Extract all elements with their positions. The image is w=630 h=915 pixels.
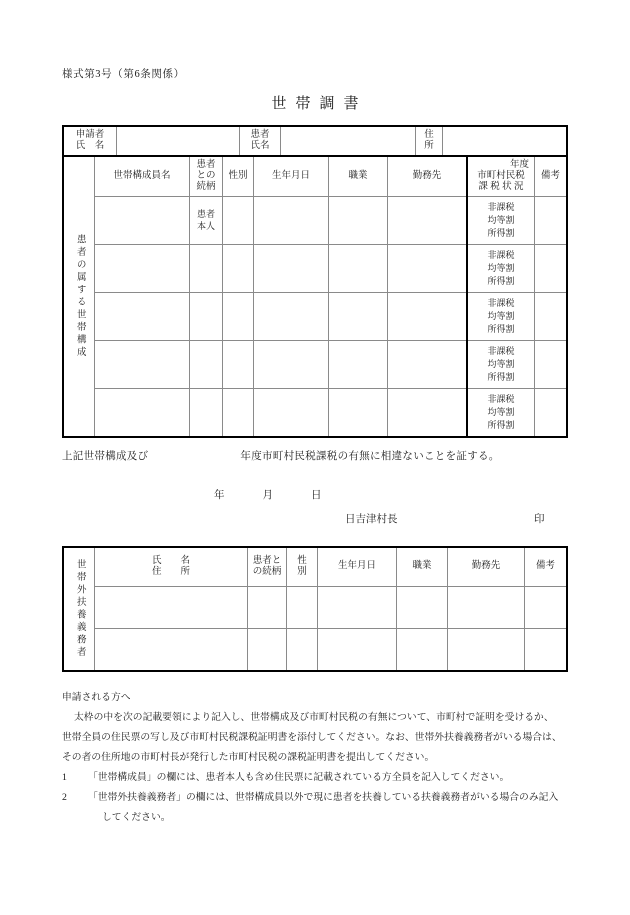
tax-status-cell[interactable] <box>467 389 535 438</box>
remarks-cell[interactable] <box>535 245 568 293</box>
address-label <box>416 126 443 156</box>
patient-name-label <box>240 126 281 156</box>
member-name-cell[interactable] <box>95 197 190 245</box>
table-row <box>63 126 567 156</box>
remarks-cell[interactable] <box>535 341 568 389</box>
address-label-line1: 住 <box>424 130 434 141</box>
column-header-relation <box>248 547 287 587</box>
outside-household-supporters-table <box>62 546 568 672</box>
page-title: 世帯調書 <box>271 96 368 112</box>
date-year-label: 年 <box>214 490 225 501</box>
applicant-name-label-line1: 申請者 <box>75 130 105 141</box>
relation-cell[interactable] <box>190 197 223 245</box>
table-row <box>63 341 567 389</box>
issuer-name: 日吉津村長 <box>345 514 398 525</box>
relation-header-line3: 続柄 <box>196 182 216 193</box>
instruction-item-1-number: 1 <box>62 772 67 784</box>
column-header-birthdate: 生年月日 <box>318 547 397 587</box>
relation-cell[interactable] <box>248 587 287 629</box>
tax-option-income-based[interactable]: 所得割 <box>487 372 515 383</box>
column-header-birthdate: 生年月日 <box>254 156 329 197</box>
household-side-label: 患者の属する世帯構成 <box>63 156 95 437</box>
relation-cell[interactable] <box>190 293 223 341</box>
tax-option-income-based[interactable]: 所得割 <box>487 276 515 287</box>
relation-header-line2: との <box>196 170 216 181</box>
form-code: 様式第3号（第6条関係） <box>62 69 185 80</box>
certification-suffix: 年度市町村民税課税の有無に相違ないことを証する。 <box>240 451 500 462</box>
column-header-workplace: 勤務先 <box>388 156 468 197</box>
remarks-cell[interactable] <box>535 389 568 438</box>
tax-status-cell[interactable] <box>467 341 535 389</box>
instructions-block <box>62 688 574 829</box>
supporter-name-cell[interactable] <box>95 629 248 672</box>
instruction-item-1-text: 「世帯構成員」の欄には、患者本人も含め住民票に記載されている方全員を記入してください。 <box>88 772 510 784</box>
occupation-cell[interactable] <box>329 197 388 245</box>
tax-status-cell[interactable] <box>467 293 535 341</box>
workplace-cell[interactable] <box>448 629 525 672</box>
member-name-cell[interactable] <box>95 293 190 341</box>
workplace-cell[interactable] <box>448 587 525 629</box>
patient-name-label-line2: 氏名 <box>250 141 270 151</box>
column-header-occupation: 職業 <box>329 156 388 197</box>
column-header-gender <box>287 547 318 587</box>
occupation-cell[interactable] <box>329 293 388 341</box>
tax-status-cell[interactable] <box>467 197 535 245</box>
name-header-line1: 氏 名 <box>151 555 190 566</box>
occupation-cell[interactable] <box>329 389 388 438</box>
tax-header-year: 年度 <box>509 159 529 170</box>
gender-cell[interactable] <box>223 245 254 293</box>
applicant-name-label <box>63 126 117 156</box>
address-field[interactable] <box>443 126 568 156</box>
relation-header-line2: の続柄 <box>252 567 282 577</box>
column-header-occupation: 職業 <box>397 547 448 587</box>
column-header-relation <box>190 156 223 197</box>
date-day-label: 日 <box>311 490 322 501</box>
gender-cell[interactable] <box>287 629 318 672</box>
date-line <box>214 487 322 502</box>
tax-option-per-capita[interactable]: 均等割 <box>487 310 515 321</box>
member-name-cell[interactable] <box>95 389 190 438</box>
tax-option-per-capita[interactable]: 均等割 <box>487 358 515 369</box>
tax-option-exempt[interactable]: 非課税 <box>487 345 515 356</box>
tax-option-exempt[interactable]: 非課税 <box>487 393 515 404</box>
tax-option-income-based[interactable]: 所得割 <box>487 324 515 335</box>
applicant-name-label-line2: 氏 名 <box>75 141 105 151</box>
column-header-remarks: 備考 <box>525 547 568 587</box>
supporter-name-cell[interactable] <box>95 587 248 629</box>
tax-option-income-based[interactable]: 所得割 <box>487 420 515 431</box>
applicant-name-field[interactable] <box>117 126 240 156</box>
relation-cell[interactable] <box>190 341 223 389</box>
gender-cell[interactable] <box>223 293 254 341</box>
birthdate-cell[interactable] <box>254 389 329 438</box>
identity-table <box>62 125 568 157</box>
table-row <box>63 293 567 341</box>
occupation-cell[interactable] <box>329 341 388 389</box>
remarks-cell[interactable] <box>525 629 568 672</box>
member-name-cell[interactable] <box>95 341 190 389</box>
instructions-paragraph-line2: 世帯全員の住民票の写し及び市町村民税課税証明書を添付してください。なお、世帯外扶養義務者がいる場合は、 <box>62 732 562 744</box>
gender-header-line1: 性 <box>297 555 307 566</box>
column-header-name-address <box>95 547 248 587</box>
instructions-lead: 申請される方へ <box>62 692 131 703</box>
remarks-cell[interactable] <box>525 587 568 629</box>
relation-header-line1: 患者と <box>252 555 282 566</box>
remarks-cell[interactable] <box>535 293 568 341</box>
workplace-cell[interactable] <box>388 389 468 438</box>
gender-cell[interactable] <box>287 587 318 629</box>
table-header-row <box>63 547 567 587</box>
table-row <box>63 197 567 245</box>
column-header-remarks: 備考 <box>535 156 568 197</box>
relation-cell-line2: 本人 <box>196 220 215 231</box>
tax-status-cell[interactable] <box>467 245 535 293</box>
column-header-member-name: 世帯構成員名 <box>95 156 190 197</box>
birthdate-cell[interactable] <box>254 197 329 245</box>
tax-option-exempt[interactable]: 非課税 <box>487 201 515 212</box>
gender-cell[interactable] <box>223 341 254 389</box>
name-header-line2: 住 所 <box>151 567 190 577</box>
seal-mark: 印 <box>534 514 545 525</box>
patient-name-label-line1: 患者 <box>250 130 270 141</box>
patient-name-field[interactable] <box>281 126 416 156</box>
relation-cell[interactable] <box>190 245 223 293</box>
workplace-cell[interactable] <box>388 245 468 293</box>
birthdate-cell[interactable] <box>318 587 397 629</box>
table-row <box>63 629 567 672</box>
gender-cell[interactable] <box>223 389 254 438</box>
tax-option-per-capita[interactable]: 均等割 <box>487 262 515 273</box>
birthdate-cell[interactable] <box>318 629 397 672</box>
workplace-cell[interactable] <box>388 293 468 341</box>
tax-option-exempt[interactable]: 非課税 <box>487 297 515 308</box>
instruction-item-2-number: 2 <box>62 792 67 804</box>
table-row <box>63 587 567 629</box>
column-header-workplace: 勤務先 <box>448 547 525 587</box>
table-header-row <box>63 156 567 197</box>
relation-cell[interactable] <box>190 389 223 438</box>
tax-option-per-capita[interactable]: 均等割 <box>487 214 515 225</box>
table-row <box>63 245 567 293</box>
occupation-cell[interactable] <box>397 629 448 672</box>
tax-option-per-capita[interactable]: 均等割 <box>487 406 515 417</box>
table-row <box>63 389 567 438</box>
household-members-table <box>62 155 568 438</box>
occupation-cell[interactable] <box>329 245 388 293</box>
instructions-paragraph-line1: 太枠の中を次の記載要領により記入し、世帯構成及び市町村民税の有無について、市町村で証明を受けるか、 <box>74 712 554 724</box>
instruction-item-2-continuation: してください。 <box>102 812 171 824</box>
address-label-line2: 所 <box>424 141 434 151</box>
instruction-item-1 <box>62 768 574 788</box>
member-name-cell[interactable] <box>95 245 190 293</box>
birthdate-cell[interactable] <box>254 341 329 389</box>
date-month-label: 月 <box>262 490 273 501</box>
tax-option-income-based[interactable]: 所得割 <box>487 228 515 239</box>
instruction-item-2-text: 「世帯外扶養義務者」の欄には、世帯構成員以外で現に患者を扶養している扶養義務者がいる場合のみ記入 <box>88 792 559 804</box>
workplace-cell[interactable] <box>388 341 468 389</box>
birthdate-cell[interactable] <box>254 245 329 293</box>
birthdate-cell[interactable] <box>254 293 329 341</box>
tax-header-line3: 課 税 状 況 <box>478 182 524 193</box>
instructions-paragraph-line3: その者の住所地の市町村長が発行した市町村民税の課税証明書を提出してください。 <box>62 752 435 764</box>
certification-sentence <box>62 448 500 463</box>
tax-header-line2: 市町村民税 <box>477 170 525 181</box>
certification-prefix: 上記世帯構成及び <box>62 451 149 462</box>
relation-cell[interactable] <box>248 629 287 672</box>
tax-option-exempt[interactable]: 非課税 <box>487 249 515 260</box>
instruction-item-2 <box>62 788 574 808</box>
gender-header-line2: 別 <box>297 567 307 577</box>
outside-side-label: 世帯外扶養義務者 <box>63 547 95 671</box>
column-header-gender: 性別 <box>223 156 254 197</box>
gender-cell[interactable] <box>223 197 254 245</box>
remarks-cell[interactable] <box>535 197 568 245</box>
relation-header-line1: 患者 <box>196 159 216 170</box>
occupation-cell[interactable] <box>397 587 448 629</box>
workplace-cell[interactable] <box>388 197 468 245</box>
relation-cell-line1: 患者 <box>196 209 215 220</box>
column-header-tax-status <box>467 156 535 197</box>
